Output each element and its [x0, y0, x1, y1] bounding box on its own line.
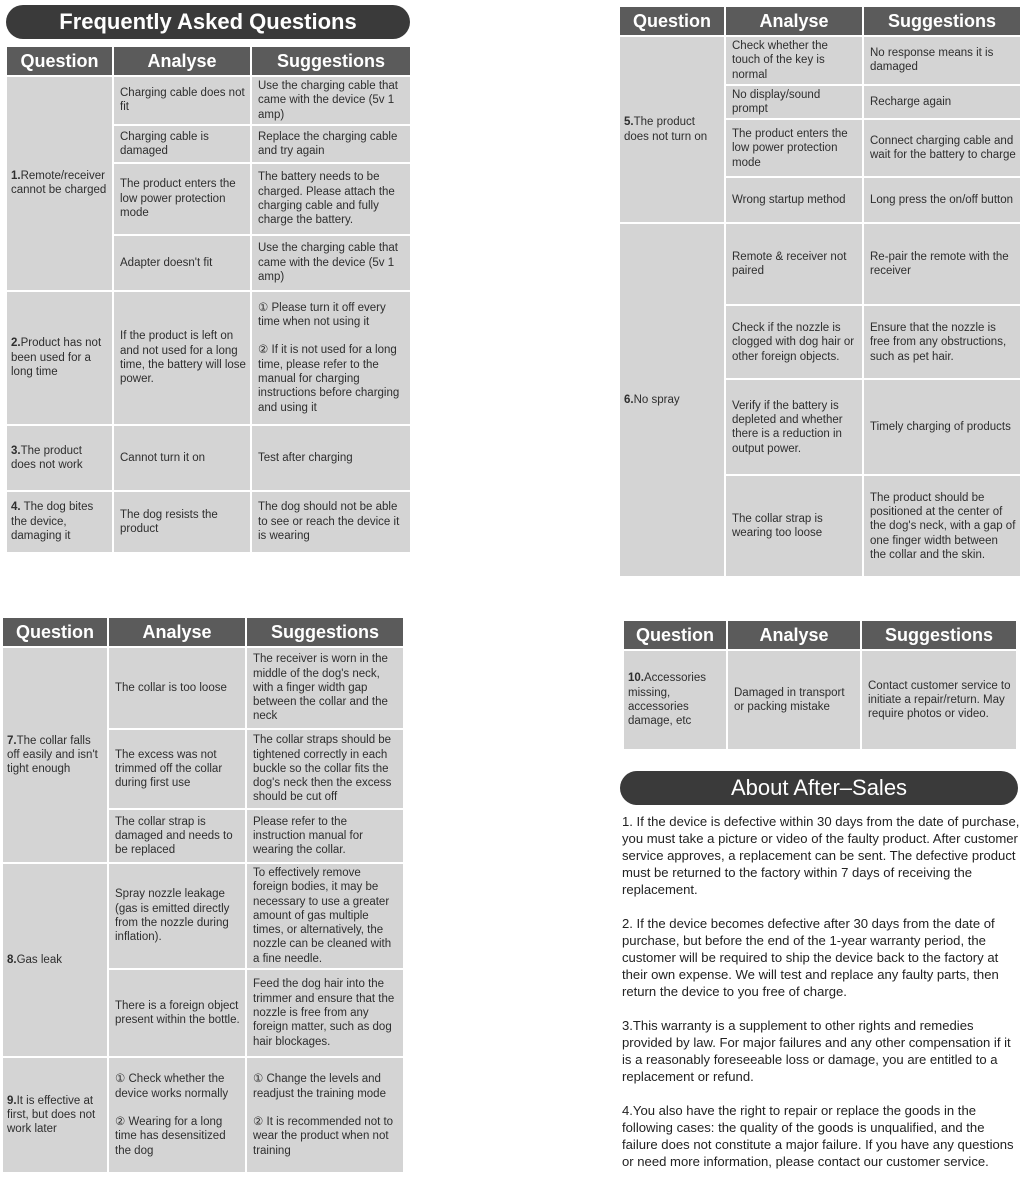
- header-analyse: Analyse: [728, 621, 860, 649]
- suggestion-cell: No response means it is damaged: [864, 37, 1020, 84]
- analyse-cell: Damaged in transport or packing mistake: [728, 651, 860, 749]
- table-header-row: [7, 47, 410, 75]
- suggestion-cell: Connect charging cable and wait for the battery to charge: [864, 120, 1020, 176]
- analyse-cell: No display/sound prompt: [726, 86, 862, 119]
- analyse-cell: Wrong startup method: [726, 178, 862, 222]
- question-cell-1: 1.Remote/receiver cannot be charged: [7, 77, 112, 290]
- suggestion-cell: Feed the dog hair into the trimmer and ensure that the nozzle is free from any foreign matter, such as dog hair blockages.: [247, 970, 403, 1056]
- analyse-cell: The product enters the low power protection mode: [726, 120, 862, 176]
- table-row: [620, 37, 1020, 84]
- analyse-cell: Spray nozzle leakage (gas is emitted directly from the nozzle during inflation).: [109, 864, 245, 968]
- faq-table-7-9: [1, 616, 405, 1174]
- analyse-cell: Charging cable is damaged: [114, 126, 250, 162]
- question-cell-10: 10.Accessories missing, accessories damage, etc: [624, 651, 726, 749]
- faq-table-5-6: [618, 5, 1022, 578]
- table-row: [3, 864, 403, 968]
- header-suggestions: Suggestions: [252, 47, 410, 75]
- analyse-cell: The excess was not trimmed off the collar during first use: [109, 730, 245, 808]
- table-row: [7, 492, 410, 552]
- question-cell-2: 2.Product has not been used for a long time: [7, 292, 112, 424]
- suggestion-cell: To effectively remove foreign bodies, it may be necessary to use a greater amount of gas multiple times, or alternatively, the nozzle can be cleaned with a fine needle.: [247, 864, 403, 968]
- question-cell-5: 5.The product does not turn on: [620, 37, 724, 222]
- suggestion-cell: Long press the on/off button: [864, 178, 1020, 222]
- suggestion-cell: Please refer to the instruction manual for wearing the collar.: [247, 810, 403, 862]
- analyse-cell: The collar strap is wearing too loose: [726, 476, 862, 576]
- question-cell-4: 4. The dog bites the device, damaging it: [7, 492, 112, 552]
- analyse-cell: The product enters the low power protection mode: [114, 164, 250, 234]
- suggestion-line: ① Please turn it off every time when not using it: [258, 301, 386, 329]
- analyse-line: ① Check whether the device works normally: [115, 1073, 229, 1100]
- table-row: [7, 292, 410, 424]
- faq-table-1-4: [5, 45, 412, 554]
- analyse-cell: The collar is too loose: [109, 648, 245, 728]
- suggestion-cell: Test after charging: [252, 426, 410, 490]
- question-cell-7: 7.The collar falls off easily and isn't tight enough: [3, 648, 107, 862]
- analyse-cell: The dog resists the product: [114, 492, 250, 552]
- after-sales-title: About After–Sales: [620, 771, 1018, 805]
- table-row: [624, 651, 1016, 749]
- suggestion-cell: Re-pair the remote with the receiver: [864, 224, 1020, 304]
- analyse-cell: If the product is left on and not used for a long time, the battery will lose power.: [114, 292, 250, 424]
- header-question: Question: [7, 47, 112, 75]
- table-row: [7, 77, 410, 124]
- suggestion-cell: Ensure that the nozzle is free from any obstructions, such as pet hair.: [864, 306, 1020, 378]
- header-analyse: Analyse: [109, 618, 245, 646]
- question-cell-6: 6.No spray: [620, 224, 724, 576]
- table-row: [7, 426, 410, 490]
- suggestion-cell: Recharge again: [864, 86, 1020, 119]
- suggestion-cell: Replace the charging cable and try again: [252, 126, 410, 162]
- after-sales-paragraph: 4.You also have the right to repair or replace the goods in the following cases: the quality of the goods is unqualified, and the failure does not constitute a major failure. If you have any questions or need more information, please contact our customer service.: [622, 1103, 1014, 1169]
- faq-table-10: [622, 619, 1018, 751]
- header-question: Question: [624, 621, 726, 649]
- analyse-cell: Charging cable does not fit: [114, 77, 250, 124]
- header-analyse: Analyse: [726, 7, 862, 35]
- table-row: [620, 224, 1020, 304]
- analyse-cell: Adapter doesn't fit: [114, 236, 250, 290]
- suggestion-line: ② If it is not used for a long time, please refer to the manual for charging instructions before charging and using it: [258, 344, 400, 414]
- suggestion-cell: The battery needs to be charged. Please attach the charging cable and fully charge the battery.: [252, 164, 410, 234]
- suggestion-cell: The product should be positioned at the center of the dog's neck, with a gap of one finger width between the collar and the skin.: [864, 476, 1020, 576]
- question-cell-9: 9.It is effective at first, but does not work later: [3, 1058, 107, 1172]
- suggestion-cell: Timely charging of products: [864, 380, 1020, 474]
- suggestion-cell: The collar straps should be tightened correctly in each buckle so the collar fits the dog's neck then the excess should be cut off: [247, 730, 403, 808]
- header-suggestions: Suggestions: [862, 621, 1016, 649]
- suggestion-line: ① Change the levels and readjust the training mode: [253, 1073, 386, 1100]
- analyse-cell: Check if the nozzle is clogged with dog hair or other foreign objects.: [726, 306, 862, 378]
- after-sales-paragraph: 3.This warranty is a supplement to other rights and remedies provided by law. For major failures and any other compensation if it is a reasonably foreseeable loss or damage, you are entitled to a replacement or refund.: [622, 1018, 1011, 1084]
- table-header-row: [624, 621, 1016, 649]
- suggestion-cell: [247, 1058, 403, 1172]
- analyse-cell: The collar strap is damaged and needs to be replaced: [109, 810, 245, 862]
- faq-title: Frequently Asked Questions: [6, 5, 410, 39]
- suggestion-cell: The receiver is worn in the middle of the dog's neck, with a finger width gap between the collar and the neck: [247, 648, 403, 728]
- header-question: Question: [3, 618, 107, 646]
- header-suggestions: Suggestions: [247, 618, 403, 646]
- analyse-cell: Verify if the battery is depleted and whether there is a reduction in output power.: [726, 380, 862, 474]
- table-row: [3, 648, 403, 728]
- header-suggestions: Suggestions: [864, 7, 1020, 35]
- suggestion-line: ② It is recommended not to wear the product when not training: [253, 1115, 394, 1157]
- analyse-line: ② Wearing for a long time has desensitized the dog: [115, 1115, 226, 1157]
- analyse-cell: Cannot turn it on: [114, 426, 250, 490]
- suggestion-cell: Contact customer service to initiate a repair/return. May require photos or video.: [862, 651, 1016, 749]
- table-row: [3, 1058, 403, 1172]
- after-sales-text: [622, 813, 1022, 1186]
- table-header-row: [3, 618, 403, 646]
- header-question: Question: [620, 7, 724, 35]
- table-header-row: [620, 7, 1020, 35]
- suggestion-cell: Use the charging cable that came with the device (5v 1 amp): [252, 77, 410, 124]
- analyse-cell: Remote & receiver not paired: [726, 224, 862, 304]
- analyse-cell: Check whether the touch of the key is normal: [726, 37, 862, 84]
- header-analyse: Analyse: [114, 47, 250, 75]
- suggestion-cell: The dog should not be able to see or reach the device it is wearing: [252, 492, 410, 552]
- question-cell-8: 8.Gas leak: [3, 864, 107, 1056]
- analyse-cell: [109, 1058, 245, 1172]
- analyse-cell: There is a foreign object present within the bottle.: [109, 970, 245, 1056]
- question-cell-3: 3.The product does not work: [7, 426, 112, 490]
- suggestion-cell: Use the charging cable that came with the device (5v 1 amp): [252, 236, 410, 290]
- after-sales-paragraph: 2. If the device becomes defective after 30 days from the date of purchase, but before the end of the 1-year warranty period, the customer will be required to ship the device back to the factory at their own expense. We will test and replace any faulty parts, then return the device to you free of charge.: [622, 916, 999, 999]
- after-sales-paragraph: 1. If the device is defective within 30 days from the date of purchase, you must take a picture or video of the faulty product. After customer service approves, a replacement can be sent. The defective product must be returned to the factory within 7 days of receiving the replacement.: [622, 814, 1020, 897]
- suggestion-cell: [252, 292, 410, 424]
